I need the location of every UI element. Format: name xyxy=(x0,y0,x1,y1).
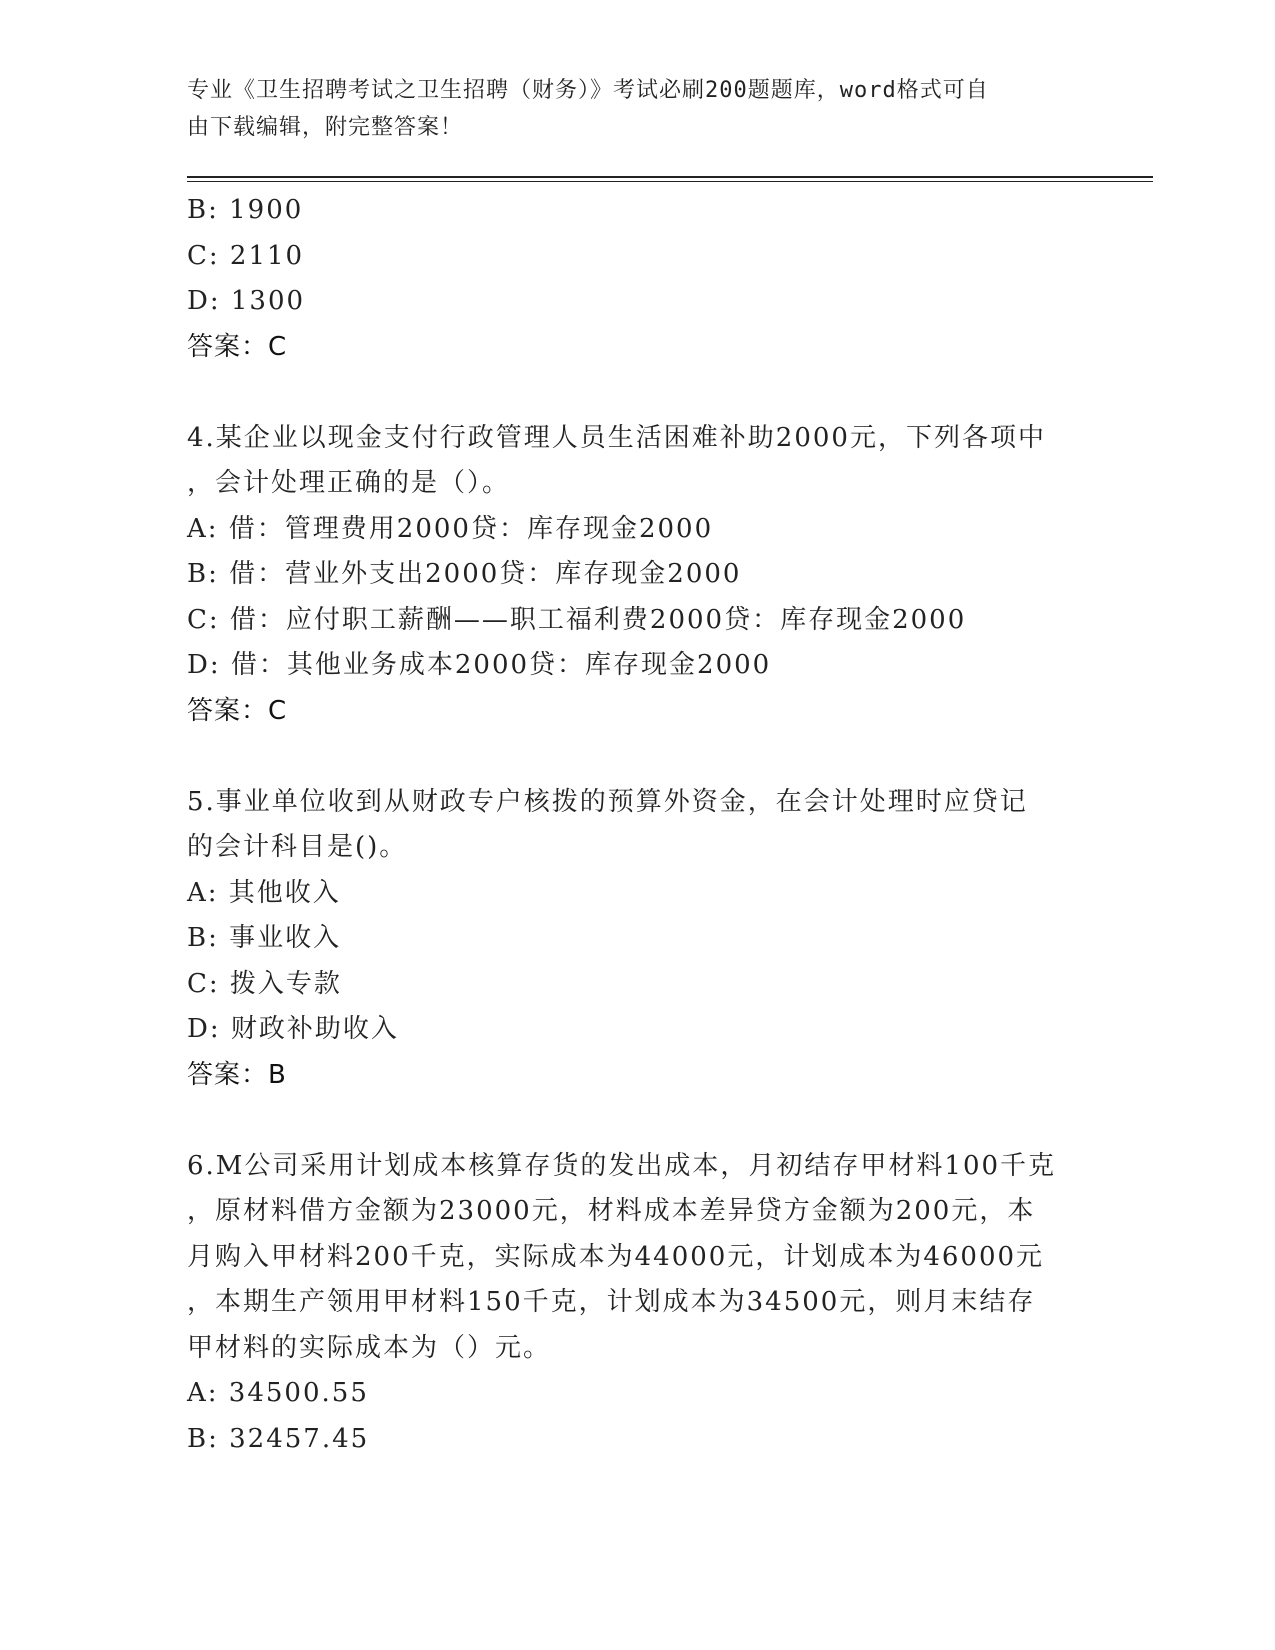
document-body xyxy=(187,188,1087,1462)
option-c: C: 拨入专款 xyxy=(187,968,342,999)
question-5 xyxy=(187,780,1087,1099)
question-stem-line: 的会计科目是()。 xyxy=(187,832,408,862)
document-header xyxy=(187,72,1067,146)
question-stem-line: ，会计处理正确的是（）。 xyxy=(187,468,511,498)
option-b: B: 32457.45 xyxy=(187,1423,370,1454)
question-stem-line: ，本期生产领用甲材料150千克，计划成本为34500元，则月末结存 xyxy=(187,1287,1036,1317)
option-b: B: 1900 xyxy=(187,195,304,225)
option-a: A: 34500.55 xyxy=(187,1378,369,1408)
question-3-tail xyxy=(187,188,1087,370)
option-b: B: 事业收入 xyxy=(187,923,342,953)
spacer xyxy=(187,370,1087,416)
option-d: D: 1300 xyxy=(187,286,306,316)
option-a: A: 借：管理费用2000贷：库存现金2000 xyxy=(187,513,714,544)
option-d: D: 借：其他业务成本2000贷：库存现金2000 xyxy=(187,650,772,680)
answer-line: 答案：B xyxy=(187,1059,287,1090)
answer-line: 答案：C xyxy=(187,695,288,726)
question-stem-line: 月购入甲材料200千克，实际成本为44000元，计划成本为46000元 xyxy=(187,1241,1045,1272)
answer-line: 答案：C xyxy=(187,331,288,362)
option-c: C: 借：应付职工薪酬——职工福利费2000贷：库存现金2000 xyxy=(187,604,967,635)
spacer xyxy=(187,1098,1087,1144)
question-stem-line: ，原材料借方金额为23000元，材料成本差异贷方金额为200元，本 xyxy=(187,1196,1036,1226)
question-stem-line: 6.M公司采用计划成本核算存货的发出成本，月初结存甲材料100千克 xyxy=(187,1150,1057,1181)
option-c: C: 2110 xyxy=(187,240,305,271)
question-stem-line: 5.事业单位收到从财政专户核拨的预算外资金，在会计处理时应贷记 xyxy=(187,786,1028,817)
option-a: A: 其他收入 xyxy=(187,877,341,908)
header-line-1: 专业《卫生招聘考试之卫生招聘（财务）》考试必刷200题题库，word格式可自 xyxy=(187,78,989,103)
option-b: B: 借：营业外支出2000贷：库存现金2000 xyxy=(187,559,742,589)
header-divider-thick xyxy=(187,176,1153,178)
question-6 xyxy=(187,1144,1087,1463)
header-line-2: 由下载编辑，附完整答案！ xyxy=(187,115,464,140)
question-stem-line: 甲材料的实际成本为（）元。 xyxy=(187,1332,552,1363)
question-stem-line: 4.某企业以现金支付行政管理人员生活困难补助2000元，下列各项中 xyxy=(187,422,1046,453)
option-d: D: 财政补助收入 xyxy=(187,1014,399,1044)
spacer xyxy=(187,734,1087,780)
header-divider-thin xyxy=(187,181,1153,182)
question-4 xyxy=(187,416,1087,735)
